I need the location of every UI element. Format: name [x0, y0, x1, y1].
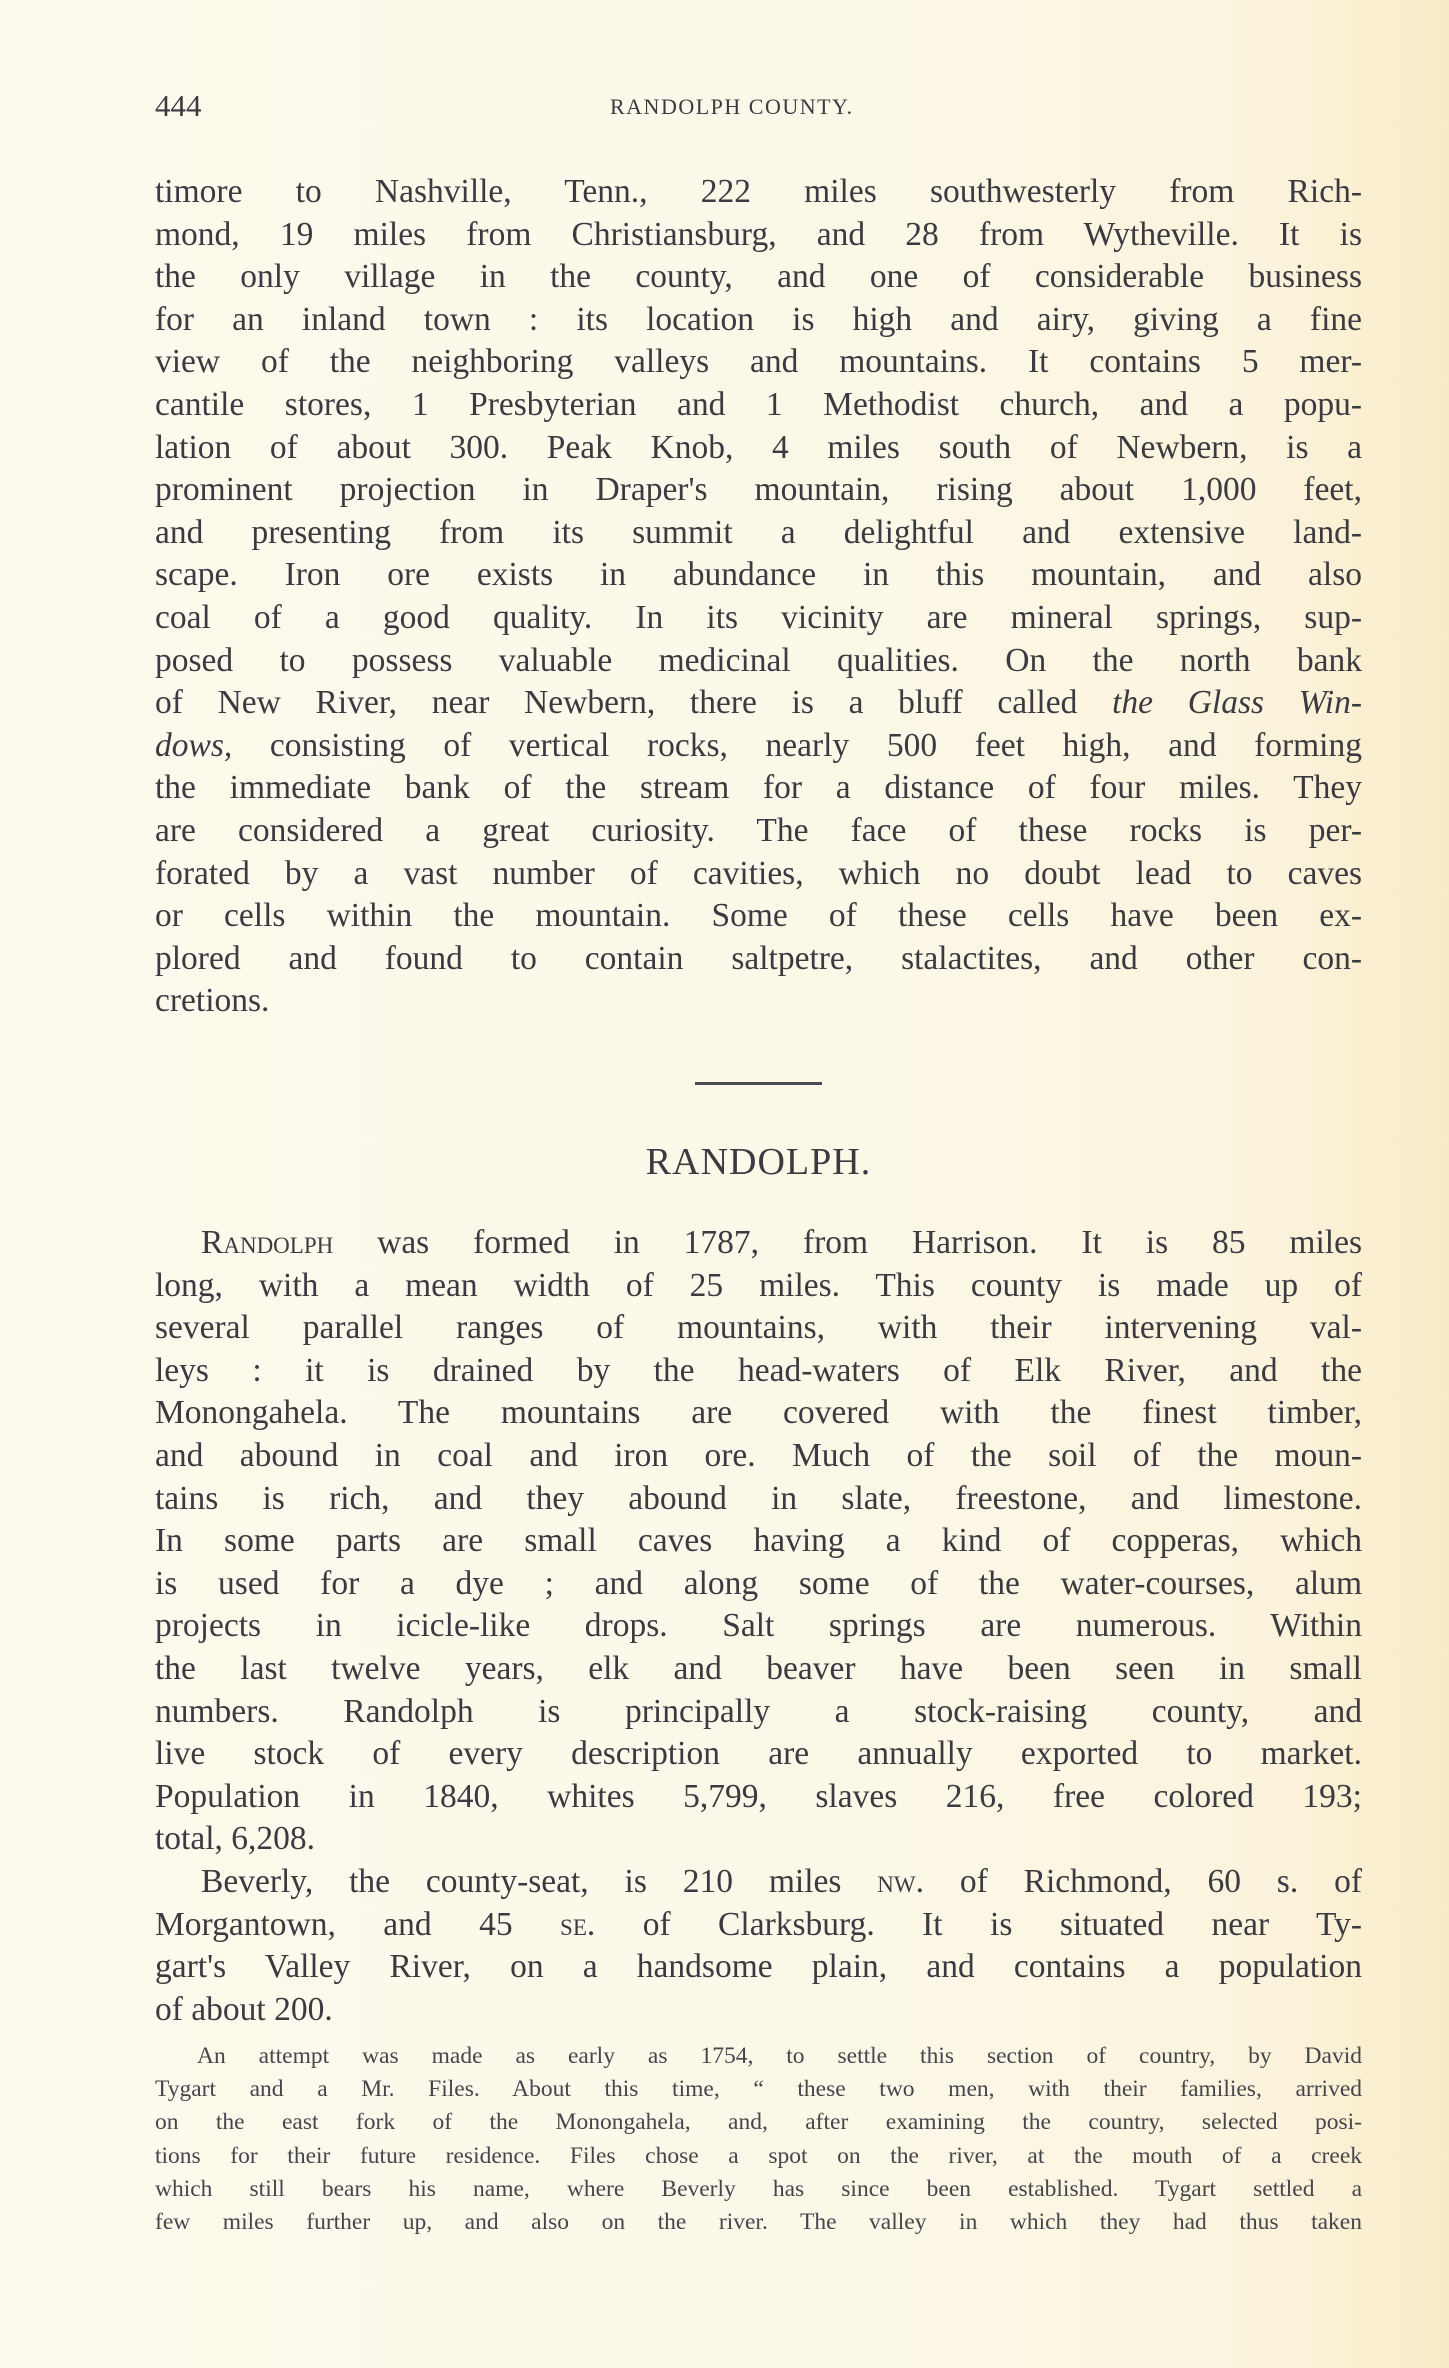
- text-line: [155, 1222, 1362, 1265]
- text-line: [155, 1861, 1362, 1904]
- text-line: are considered a great curiosity. The face of these rocks is per-: [155, 811, 1362, 849]
- section-divider-rule: [695, 1082, 822, 1085]
- footnote-line: which still bears his name, where Beverly has since been established. Tygart settled a: [155, 2175, 1362, 2202]
- footnote: [155, 2040, 1362, 2239]
- text-line: lation of about 300. Peak Knob, 4 miles south of Newbern, is a: [155, 428, 1362, 466]
- text-line: and presenting from its summit a delightful and extensive land-: [155, 513, 1362, 551]
- text-line: timore to Nashville, Tenn., 222 miles southwesterly from Rich-: [155, 173, 1362, 210]
- text-segment: . of Richmond, 60 s. of: [915, 1862, 1362, 1900]
- text-line: mond, 19 miles from Christiansburg, and 28 from Wytheville. It is: [155, 215, 1362, 253]
- text-line: view of the neighboring valleys and mountains. It contains 5 mer-: [155, 343, 1362, 381]
- text-line: cretions.: [155, 982, 270, 1020]
- footnote-line: Tygart and a Mr. Files. About this time, “ these two men, with their families, arrived: [155, 2076, 1362, 2103]
- text-line: coal of a good quality. In its vicinity are mineral springs, sup-: [155, 598, 1362, 636]
- smallcaps-lead: Randolph: [201, 1224, 334, 1261]
- text-line: for an inland town : its location is high and airy, giving a fine: [155, 300, 1362, 338]
- running-head: [155, 88, 1362, 128]
- compass-abbrev: se: [560, 1905, 587, 1943]
- footnote-line: on the east fork of the Monongahela, and, after examining the country, selected posi-: [155, 2109, 1362, 2136]
- footnote-line: An attempt was made as early as 1754, to settle this section of country, by David: [197, 2043, 1362, 2069]
- text-line: [155, 725, 1362, 768]
- text-line: the only village in the county, and one of considerable business: [155, 258, 1362, 296]
- text-line: forated by a vast number of cavities, which no doubt lead to caves: [155, 854, 1362, 892]
- text-line: cantile stores, 1 Presbyterian and 1 Methodist church, and a popu-: [155, 385, 1362, 423]
- text-line: projects in icicle-like drops. Salt springs are numerous. Within: [155, 1607, 1362, 1645]
- italic-place-name: the Glass Win-: [1112, 684, 1362, 722]
- text-line: several parallel ranges of mountains, with their intervening val-: [155, 1309, 1362, 1347]
- text-line: [155, 682, 1362, 725]
- text-line: leys : it is drained by the head-waters of Elk River, and the: [155, 1351, 1362, 1389]
- text-line: the immediate bank of the stream for a distance of four miles. They: [155, 769, 1362, 807]
- footnote-line: few miles further up, and also on the river. The valley in which they had thus taken: [155, 2208, 1362, 2235]
- text-line: Population in 1840, whites 5,799, slaves 216, free colored 193;: [155, 1777, 1362, 1815]
- text-line: posed to possess valuable medicinal qualities. On the north bank: [155, 641, 1362, 679]
- text-segment: Morgantown, and 45: [155, 1905, 561, 1943]
- text-line: the last twelve years, elk and beaver have been seen in small: [155, 1649, 1362, 1687]
- text-line: live stock of every description are annually exported to market.: [155, 1735, 1362, 1773]
- text-line: or cells within the mountain. Some of these cells have been ex-: [155, 897, 1362, 935]
- footnote-line: tions for their future residence. Files chose a spot on the river, at the mouth of a creek: [155, 2142, 1362, 2169]
- text-line: and abound in coal and iron ore. Much of the soil of the moun-: [155, 1436, 1362, 1474]
- text-line: plored and found to contain saltpetre, stalactites, and other con-: [155, 939, 1362, 977]
- text-line: tains is rich, and they abound in slate, freestone, and limestone.: [155, 1479, 1362, 1517]
- section-heading: RANDOLPH.: [645, 1141, 872, 1183]
- text-line: is used for a dye ; and along some of the water-courses, alum: [155, 1564, 1362, 1602]
- text-line: of about 200.: [155, 1990, 333, 2028]
- text-line: long, with a mean width of 25 miles. This county is made up of: [155, 1266, 1362, 1304]
- section-paragraph-1: [155, 1222, 1362, 2031]
- running-title: RANDOLPH COUNTY.: [610, 94, 854, 119]
- text-line: In some parts are small caves having a kind of copperas, which: [155, 1522, 1362, 1560]
- page-number: 444: [155, 88, 202, 123]
- text-segment: was formed in 1787, from Harrison. It is 85 miles: [333, 1224, 1362, 1261]
- text-line: numbers. Randolph is principally a stock-raising county, and: [155, 1692, 1362, 1730]
- text-line: scape. Iron ore exists in abundance in this mountain, and also: [155, 556, 1362, 594]
- italic-place-name: dows,: [155, 726, 233, 764]
- text-line: [155, 1904, 1362, 1947]
- text-line: Monongahela. The mountains are covered with the finest timber,: [155, 1394, 1362, 1432]
- text-segment: of New River, near Newbern, there is a bluff called: [155, 684, 1113, 722]
- continued-paragraph: [155, 171, 1362, 1023]
- text-segment: consisting of vertical rocks, nearly 500 feet high, and forming: [269, 726, 1362, 764]
- text-line: total, 6,208.: [155, 1820, 316, 1858]
- text-line: gart's Valley River, on a handsome plain, and contains a population: [155, 1948, 1362, 1986]
- compass-abbrev: nw: [877, 1862, 916, 1900]
- text-line: prominent projection in Draper's mountain, rising about 1,000 feet,: [155, 471, 1362, 509]
- text-segment: . of Clarksburg. It is situated near Ty-: [586, 1905, 1362, 1943]
- text-segment: Beverly, the county-seat, is 210 miles: [201, 1862, 878, 1900]
